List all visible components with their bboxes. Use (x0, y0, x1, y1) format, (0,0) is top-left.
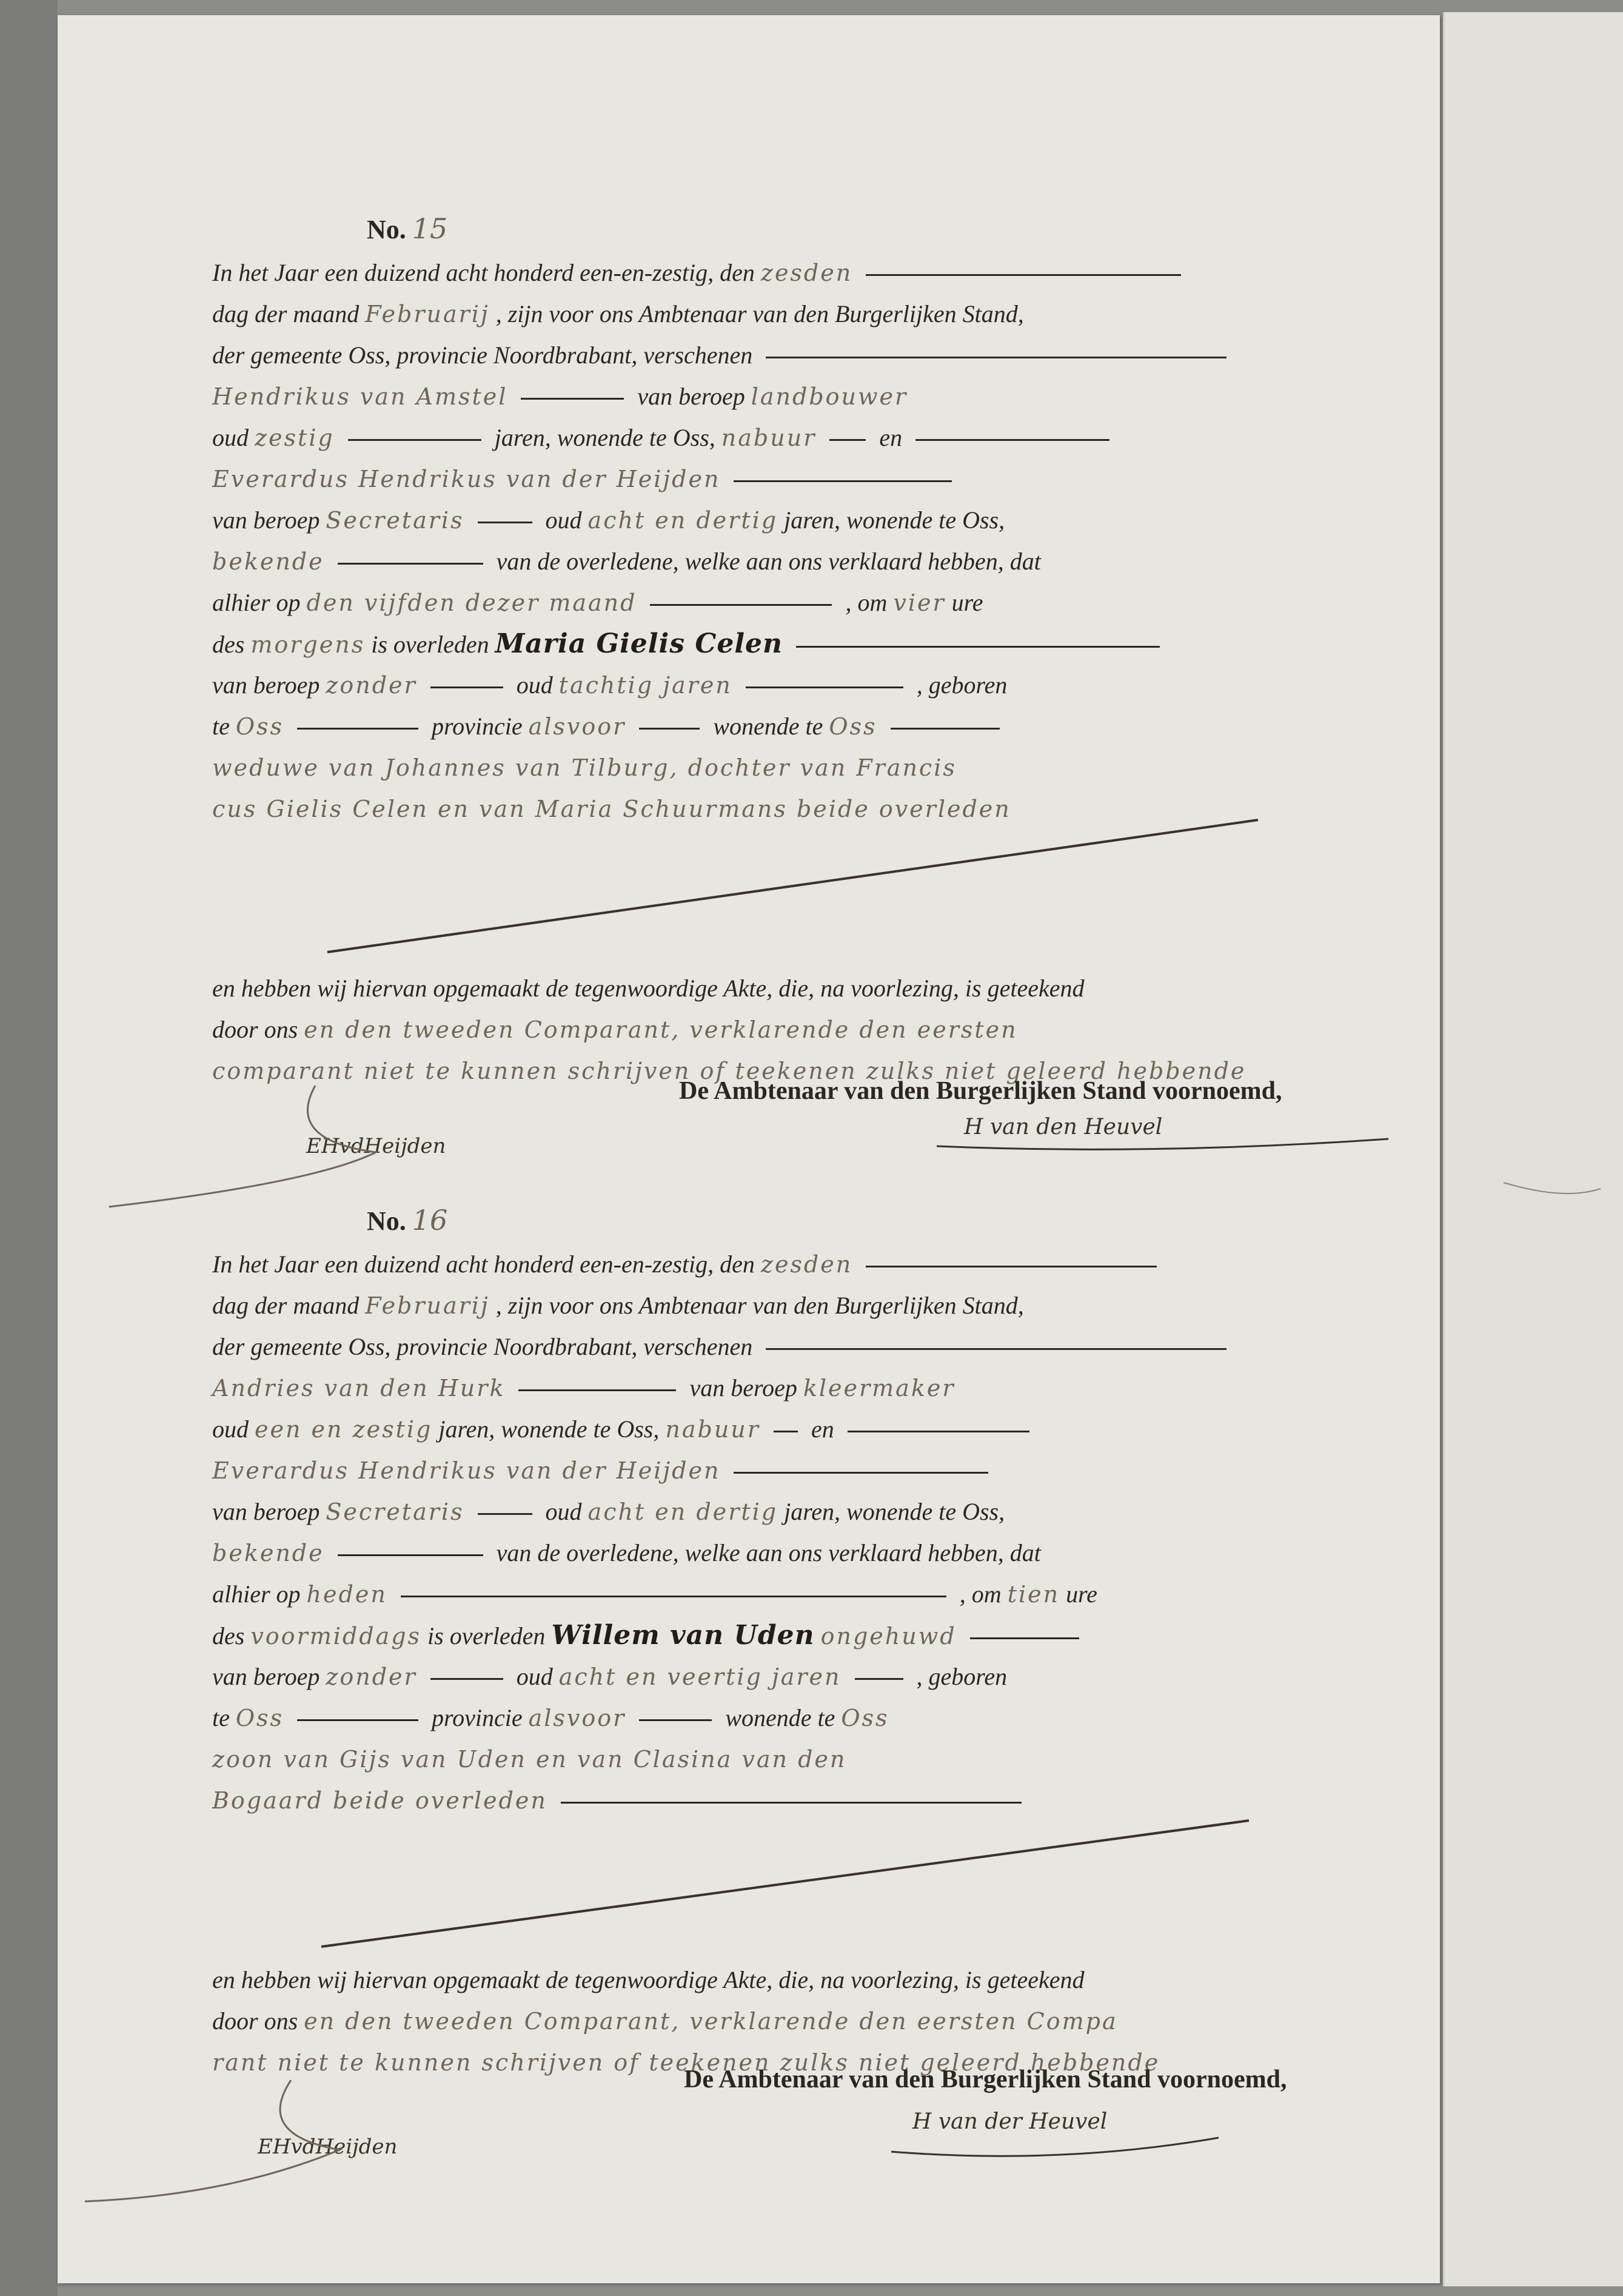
handwritten-text: een en zestig (255, 1416, 433, 1443)
handwritten-text: Everardus Hendrikus van der Heijden (212, 1457, 721, 1484)
handwritten-text: acht en dertig (587, 507, 778, 534)
handwritten-text: morgens (250, 631, 366, 658)
handwritten-text: bekende (212, 1540, 324, 1566)
handwritten-text: Bogaard beide overleden (212, 1787, 547, 1814)
printed-text: , geboren (916, 1663, 1008, 1690)
printed-text: van beroep (212, 671, 320, 699)
handwritten-text: den vijfden dezer maand (306, 589, 637, 616)
handwritten-text: vier (893, 589, 946, 616)
printed-text: van beroep (212, 1663, 320, 1690)
number-value: 15 (412, 212, 448, 245)
printed-text: is overleden (427, 1622, 546, 1650)
cancel-stroke-16 (321, 1821, 1249, 1947)
printed-text: en hebben wij hiervan opgemaakt de tegenwoordige Akte, die, na voorlezing, is geteekend (212, 975, 1085, 1002)
handwritten-text: cus Gielis Celen en van Maria Schuurmans beide overleden (212, 796, 1011, 822)
printed-text: oud (545, 1498, 582, 1525)
handwritten-text: Februarij (365, 301, 490, 327)
handwritten-text: tien (1007, 1581, 1060, 1608)
printed-text: , om (845, 589, 888, 616)
flourish-witness-16 (85, 2080, 340, 2201)
flourish-official-16 (891, 2138, 1219, 2156)
handwritten-text: tachtig jaren (558, 672, 732, 699)
handwritten-text: alsvoor (528, 1705, 626, 1731)
printed-text: , zijn voor ons Ambtenaar van den Burgerlijken Stand, (495, 300, 1024, 327)
flourish-official-15 (937, 1139, 1388, 1149)
handwritten-text: bekende (212, 548, 324, 575)
deceased-name: Willem van Uden (551, 1620, 815, 1651)
handwritten-text: Secretaris (326, 507, 464, 534)
handwritten-text: weduwe van Johannes van Tilburg, dochter van Francis (212, 754, 957, 781)
handwritten-text: rant niet te kunnen schrijven of teekenen zulks niet geleerd hebbende (212, 2049, 1160, 2076)
printed-text: oud (212, 1415, 249, 1443)
handwritten-text: zesden (760, 260, 853, 286)
handwritten-text: alsvoor (528, 713, 626, 740)
handwritten-text: zoon van Gijs van Uden en van Clasina van den (212, 1746, 847, 1773)
printed-text: van beroep (212, 506, 320, 534)
handwritten-text: acht en veertig jaren (558, 1663, 842, 1690)
printed-text: oud (545, 506, 582, 534)
official-label: De Ambtenaar van den Burgerlijken Stand voornoemd, (684, 2066, 1287, 2093)
handwritten-text: Everardus Hendrikus van der Heijden (212, 466, 721, 492)
handwritten-text: Oss (235, 713, 284, 740)
printed-text: van beroep (689, 1374, 797, 1401)
witness-signature: EHvdHeijden (306, 1134, 446, 1158)
handwritten-text: Februarij (365, 1292, 490, 1319)
printed-text: en (879, 424, 903, 451)
handwritten-text: nabuur (721, 425, 817, 451)
printed-text: is overleden (371, 631, 489, 658)
official-signature: H van den Heuvel (964, 1115, 1163, 1140)
printed-text: te (212, 1704, 230, 1731)
handwritten-text: en den tweeden Comparant, verklarende den eersten (304, 1016, 1018, 1043)
printed-text: en hebben wij hiervan opgemaakt de tegenwoordige Akte, die, na voorlezing, is geteekend (212, 1966, 1085, 1993)
printed-text: jaren, wonende te Oss, (494, 424, 715, 451)
printed-text: van de overledene, welke aan ons verklaard hebben, dat (496, 548, 1041, 575)
printed-text: door ons (212, 1016, 298, 1043)
handwritten-text: Secretaris (326, 1499, 464, 1525)
printed-text: van de overledene, welke aan ons verklaard hebben, dat (496, 1539, 1041, 1566)
printed-text: ure (1066, 1580, 1097, 1608)
printed-text: oud (212, 424, 249, 451)
handwritten-text: Hendrikus van Amstel (212, 383, 508, 410)
printed-text: alhier op (212, 1580, 301, 1608)
handwritten-text: landbouwer (751, 383, 908, 410)
printed-text: In het Jaar een duizend acht honderd een-en-zestig, den (212, 1250, 755, 1278)
official-label: De Ambtenaar van den Burgerlijken Stand voornoemd, (679, 1077, 1282, 1105)
printed-text: In het Jaar een duizend acht honderd een-en-zestig, den (212, 259, 755, 286)
official-signature: H van der Heuvel (912, 2109, 1108, 2134)
printed-text: jaren, wonende te Oss, (784, 506, 1005, 534)
printed-text: wonende te (725, 1704, 835, 1731)
printed-text: , om (959, 1580, 1002, 1608)
handwritten-text: Oss (841, 1705, 889, 1731)
handwritten-text: zonder (326, 672, 417, 699)
handwritten-text: Oss (829, 713, 877, 740)
handwritten-text: zestig (255, 425, 335, 451)
printed-text: der gemeente Oss, provincie Noordbrabant, verschenen (212, 341, 753, 369)
handwritten-text: zonder (326, 1663, 417, 1690)
printed-text: van beroep (637, 383, 745, 410)
handwritten-text: Andries van den Hurk (212, 1375, 506, 1401)
deceased-name: Maria Gielis Celen (495, 628, 783, 659)
handwritten-text: Oss (235, 1705, 284, 1731)
printed-text: des (212, 1622, 245, 1650)
printed-text: oud (516, 1663, 553, 1690)
printed-text: dag der maand (212, 1292, 360, 1319)
cancel-stroke-15 (327, 820, 1258, 952)
flourish-witness-15 (109, 1086, 376, 1207)
handwritten-text: nabuur (665, 1416, 760, 1443)
handwritten-text: voormiddags (250, 1623, 422, 1650)
handwritten-text: kleermaker (803, 1375, 955, 1401)
handwritten-text: ongehuwd (820, 1623, 957, 1650)
handwritten-text: heden (306, 1581, 387, 1608)
printed-text: , geboren (916, 671, 1008, 699)
adjacent-page-mark (1504, 1183, 1601, 1193)
printed-text: , zijn voor ons Ambtenaar van den Burgerlijken Stand, (495, 1292, 1024, 1319)
printed-text: provincie (432, 1704, 523, 1731)
number-value: 16 (412, 1204, 448, 1237)
printed-text: des (212, 631, 245, 658)
printed-text: jaren, wonende te Oss, (438, 1415, 660, 1443)
printed-text: door ons (212, 2007, 298, 2035)
witness-signature: EHvdHeijden (258, 2135, 398, 2159)
handwritten-text: zesden (760, 1251, 853, 1278)
printed-text: ure (951, 589, 983, 616)
printed-text: alhier op (212, 589, 301, 616)
printed-text: te (212, 713, 230, 740)
printed-text: oud (516, 671, 553, 699)
printed-text: dag der maand (212, 300, 360, 327)
handwritten-text: acht en dertig (587, 1499, 778, 1525)
handwritten-text: comparant niet te kunnen schrijven of teekenen zulks niet geleerd hebbende (212, 1058, 1247, 1084)
printed-text: provincie (432, 713, 523, 740)
number-label: No. (367, 215, 406, 244)
number-label: No. (367, 1206, 406, 1236)
printed-text: der gemeente Oss, provincie Noordbrabant, verschenen (212, 1333, 753, 1360)
handwritten-text: en den tweeden Comparant, verklarende den eersten Compa (304, 2008, 1118, 2035)
printed-text: en (811, 1415, 834, 1443)
printed-text: jaren, wonende te Oss, (784, 1498, 1005, 1525)
printed-text: van beroep (212, 1498, 320, 1525)
printed-text: wonende te (713, 713, 823, 740)
